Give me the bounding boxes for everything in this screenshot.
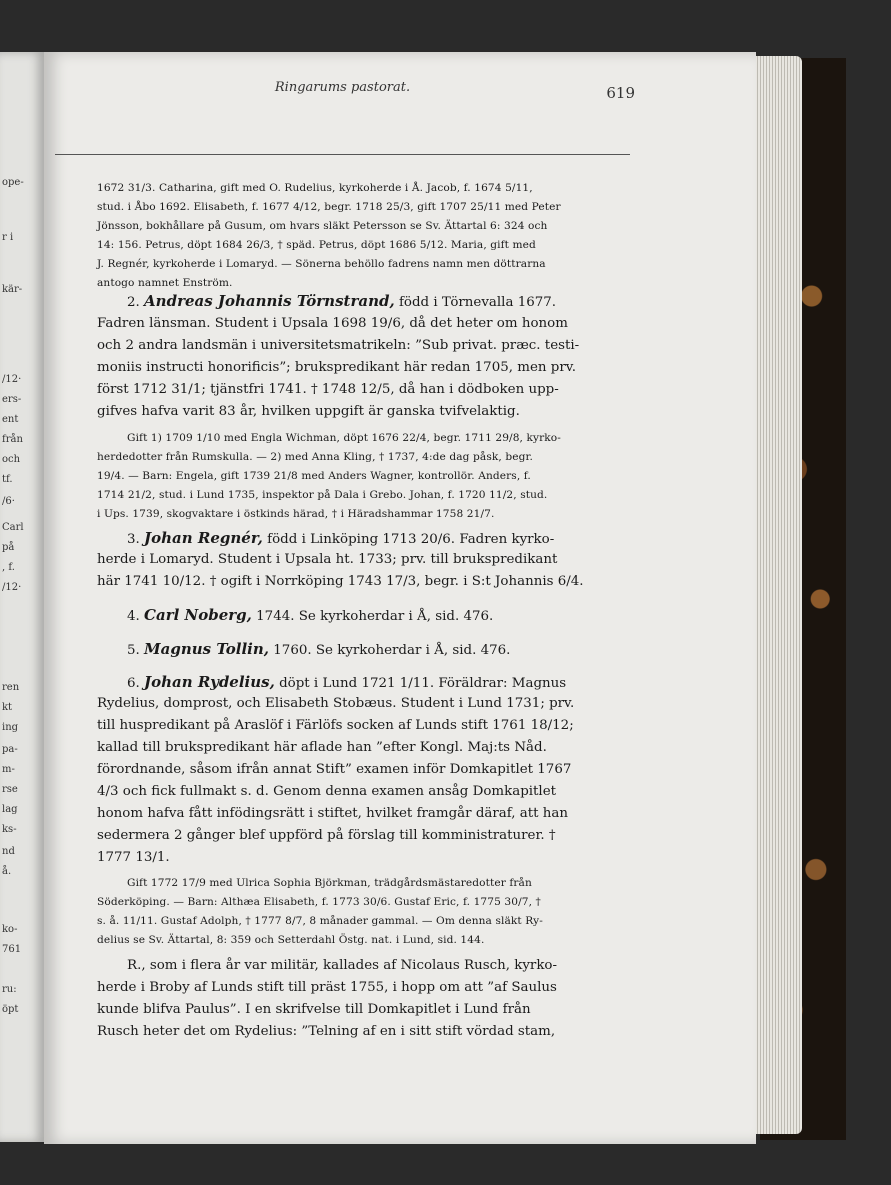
entry-line: och 2 andra landsmän i universitetsmatrikeln: ”Sub privat. præc. testi- [97, 338, 580, 353]
page-edges [752, 56, 802, 1134]
entry-name: Johan Regnér, [144, 529, 263, 547]
left-fragment: ko- [2, 924, 18, 935]
entry-number: 2. [127, 295, 140, 310]
entry-name: Magnus Tollin, [144, 640, 270, 658]
note-line: J. Regnér, kyrkoherde i Lomaryd. — Sönerna behöllo fadrens namn men döttrarna [97, 258, 546, 270]
left-fragment: nd [2, 846, 15, 857]
note-line: s. å. 11/11. Gustaf Adolph, † 1777 8/7, 8 månader gammal. — Om denna släkt Ry- [97, 915, 543, 927]
left-fragment: tf. [2, 474, 13, 485]
left-fragment: öpt [2, 1004, 19, 1015]
entry-line: Fadren länsman. Student i Upsala 1698 19/6, då det heter om honom [97, 316, 568, 331]
left-fragment: kär- [2, 284, 23, 295]
entry-name: Johan Rydelius, [144, 673, 275, 691]
header-rule [55, 154, 630, 155]
note-line: 19/4. — Barn: Engela, gift 1739 21/8 med Anders Wagner, kontrollör. Anders, f. [97, 470, 531, 482]
left-fragment: 761 [2, 944, 22, 955]
entry-name: Andreas Johannis Törnstrand, [144, 292, 395, 310]
left-fragment: pa- [2, 744, 18, 755]
left-fragment: ing [2, 722, 19, 733]
left-fragment: från [2, 434, 23, 445]
left-fragment: Carl [2, 522, 24, 533]
entry-line: 4/3 och fick fullmakt s. d. Genom denna examen ansåg Domkapitlet [97, 784, 557, 799]
note-line: herdedotter från Rumskulla. — 2) med Anna Kling, † 1737, 4:de dag påsk, begr. [97, 451, 533, 463]
closing-line: herde i Broby af Lunds stift till präst 1755, i hopp om att ”af Saulus [97, 980, 557, 995]
note-line: delius se Sv. Ättartal, 8: 359 och Setterdahl Östg. nat. i Lund, sid. 144. [97, 934, 485, 946]
entry-line: 1777 13/1. [97, 850, 170, 865]
entry-line: till huspredikant på Araslöf i Färlöfs socken af Lunds stift 1761 18/12; [97, 718, 574, 733]
entry-number: 6. [127, 676, 140, 691]
note-line: 14: 156. Petrus, döpt 1684 26/3, † späd. Petrus, döpt 1686 5/12. Maria, gift med [97, 239, 536, 251]
note-line: Jönsson, bokhållare på Gusum, om hvars släkt Petersson se Sv. Ättartal 6: 324 och [97, 220, 548, 232]
entry-line: först 1712 31/1; tjänstfri 1741. † 1748 12/5, då han i dödboken upp- [97, 382, 559, 397]
entry-number: 4. [127, 609, 140, 624]
entry-number: 5. [127, 643, 140, 658]
entry-line: herde i Lomaryd. Student i Upsala ht. 1733; prv. till brukspredikant [97, 552, 558, 567]
running-title: Ringarums pastorat. [274, 80, 411, 95]
entry-text: 1744. Se kyrkoherdar i Å, sid. 476. [256, 609, 494, 624]
entry-number: 3. [127, 532, 140, 547]
entry-line: honom hafva fått infödingsrätt i stiftet, hvilket framgår däraf, att han [97, 806, 568, 821]
entry-line: kallad till brukspredikant här aflade han ”efter Kongl. Maj:ts Nåd. [97, 740, 547, 755]
left-fragment: m- [2, 764, 15, 775]
left-fragment: lag [2, 804, 18, 815]
left-fragment: på [2, 542, 15, 553]
left-fragment: rse [2, 784, 18, 795]
note-line: 1672 31/3. Catharina, gift med O. Rudelius, kyrkoherde i Å. Jacob, f. 1674 5/11, [97, 182, 533, 194]
note-line: i Ups. 1739, skogvaktare i östkinds härad, † i Häradshammar 1758 21/7. [97, 508, 495, 520]
entry-name: Carl Noberg, [144, 606, 252, 624]
note-line: stud. i Åbo 1692. Elisabeth, f. 1677 4/12, begr. 1718 25/3, gift 1707 25/11 med Peter [97, 201, 561, 213]
note-line: Gift 1) 1709 1/10 med Engla Wichman, döpt 1676 22/4, begr. 1711 29/8, kyrko- [127, 432, 561, 444]
closing-line: kunde blifva Paulus”. I en skrifvelse till Domkapitlet i Lund från [97, 1002, 531, 1017]
entry-text: född i Törnevalla 1677. [398, 295, 557, 310]
entry-line: moniis instructi honorificis”; brukspredikant här redan 1705, men prv. [97, 360, 576, 375]
left-fragment: , f. [2, 562, 15, 573]
entry-line: Rydelius, domprost, och Elisabeth Stobæus. Student i Lund 1731; prv. [97, 696, 575, 711]
entry-6-heading [127, 673, 566, 691]
left-fragment: ers- [2, 394, 22, 405]
left-fragment: /12· [2, 374, 22, 385]
entry-text: född i Linköping 1713 20/6. Fadren kyrko- [267, 532, 555, 547]
note-line: antogo namnet Enström. [97, 277, 233, 289]
left-fragment: r i [2, 232, 14, 243]
entry-text: 1760. Se kyrkoherdar i Å, sid. 476. [273, 643, 511, 658]
left-fragment: ren [2, 682, 20, 693]
note-line: Gift 1772 17/9 med Ulrica Sophia Björkman, trädgårdsmästaredotter från [127, 877, 532, 889]
left-fragment: ru: [2, 984, 17, 995]
entry-text: döpt i Lund 1721 1/11. Föräldrar: Magnus [279, 676, 567, 691]
entry-line: förordnande, såsom ifrån annat Stift” examen inför Domkapitlet 1767 [97, 762, 572, 777]
note-line: Söderköping. — Barn: Althæa Elisabeth, f. 1773 30/6. Gustaf Eric, f. 1775 30/7, † [97, 896, 541, 908]
entry-line: sedermera 2 gånger blef uppförd på förslag till komministraturer. † [97, 828, 556, 843]
entry-line: här 1741 10/12. † ogift i Norrköping 1743 17/3, begr. i S:t Johannis 6/4. [97, 574, 584, 589]
entry-2-heading [127, 292, 556, 310]
closing-line: Rusch heter det om Rydelius: ”Telning af en i sitt stift vördad stam, [97, 1024, 556, 1039]
note-line: 1714 21/2, stud. i Lund 1735, inspektor på Dala i Grebo. Johan, f. 1720 11/2, stud. [97, 489, 548, 501]
left-fragment: ent [2, 414, 19, 425]
entry-line: gifves hafva varit 83 år, hvilken uppgift är ganska tvifvelaktig. [97, 404, 520, 419]
left-fragment: kt [2, 702, 13, 713]
entry-5-heading [127, 640, 510, 658]
left-fragment: /6· [2, 496, 15, 507]
closing-line: R., som i flera år var militär, kallades af Nicolaus Rusch, kyrko- [127, 958, 558, 973]
entry-4-heading [127, 606, 493, 624]
left-fragment: å. [2, 866, 12, 877]
left-fragment: ope- [2, 177, 24, 188]
left-fragment: och [2, 454, 21, 465]
page-number: 619 [606, 84, 635, 102]
left-page [0, 52, 44, 1142]
left-fragment: /12· [2, 582, 22, 593]
left-fragment: ks- [2, 824, 17, 835]
entry-3-heading [127, 529, 554, 547]
